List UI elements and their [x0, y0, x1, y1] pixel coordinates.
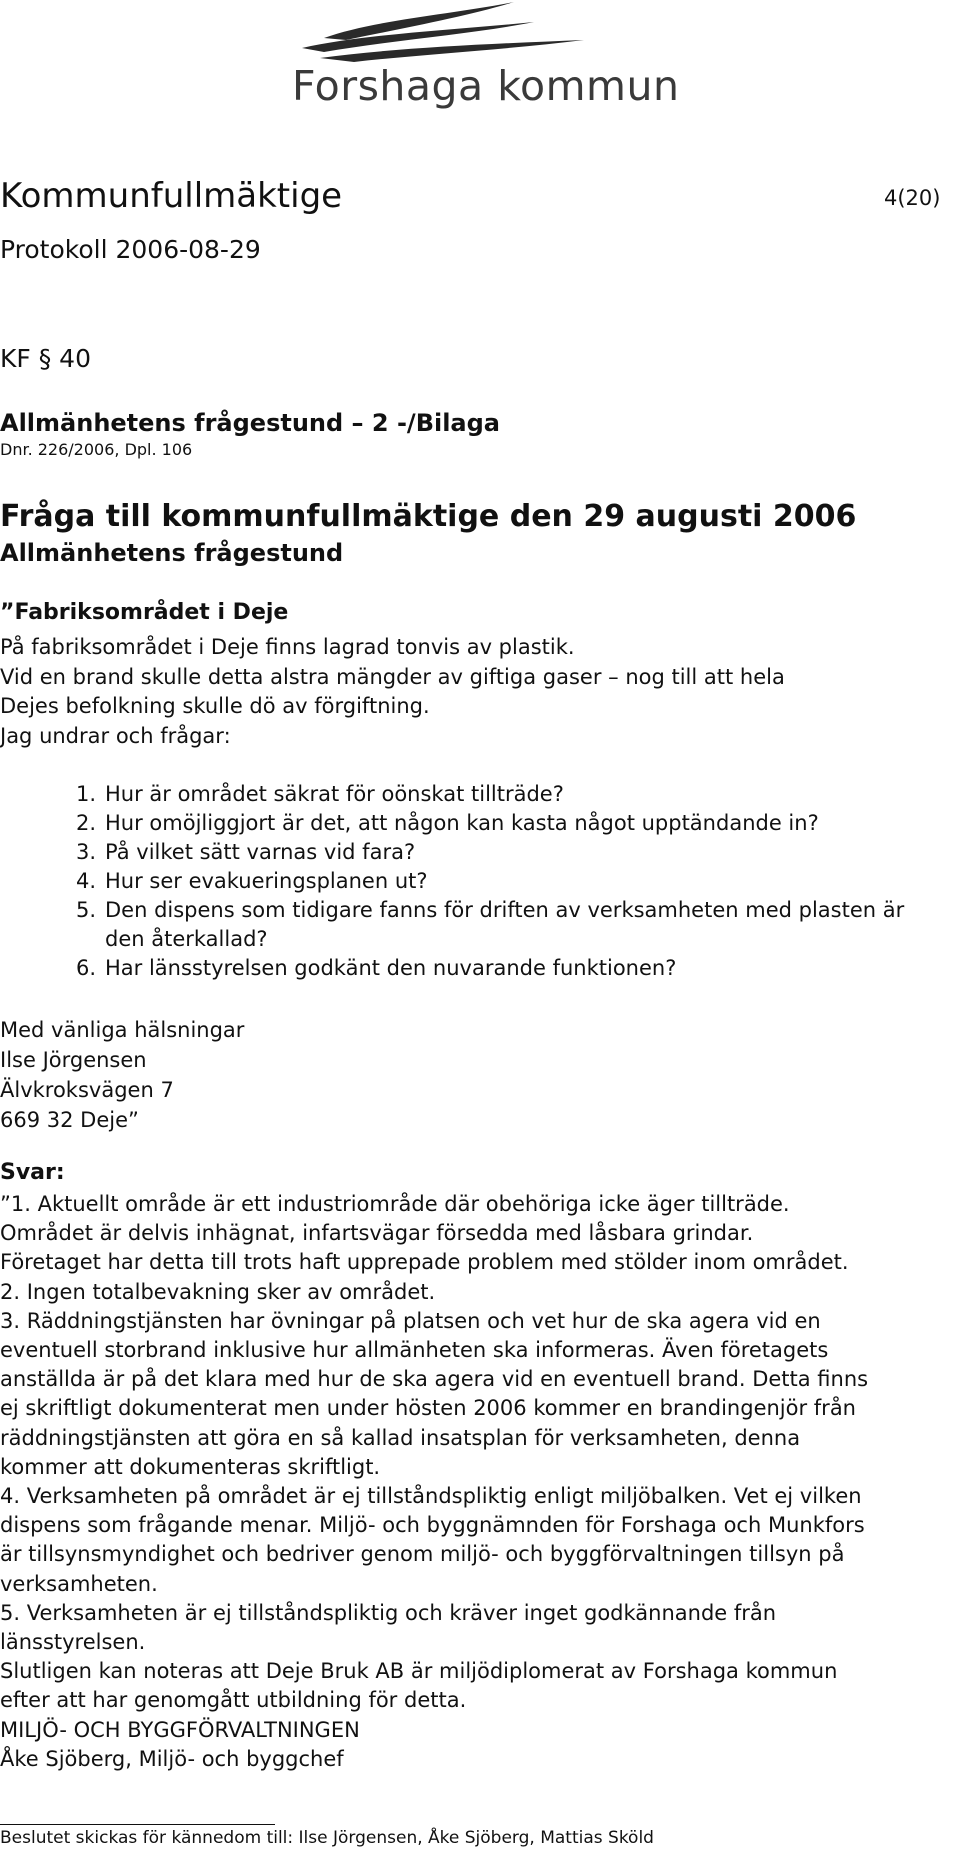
question-heading: ”Fabriksområdet i Deje — [0, 600, 289, 625]
answer-body — [0, 1190, 868, 1774]
paragraph-id: KF § 40 — [0, 344, 91, 373]
question-list — [0, 780, 904, 983]
list-item — [0, 780, 904, 809]
list-item-number: 1. — [76, 782, 97, 806]
answer-line: 4. Verksamheten på området är ej tillståndspliktig enligt miljöbalken. Vet ej vilken — [0, 1484, 862, 1509]
section-title: Allmänhetens frågestund – 2 -/Bilaga — [0, 409, 501, 437]
answer-line: Företaget har detta till trots haft upprepade problem med stölder inom området. — [0, 1250, 849, 1275]
greeting-line: Med vänliga hälsningar — [0, 1018, 245, 1042]
greeting-line: Ilse Jörgensen — [0, 1048, 147, 1072]
question-title: Fråga till kommunfullmäktige den 29 augusti 2006 — [0, 499, 857, 534]
answer-heading: Svar: — [0, 1160, 65, 1185]
answer-line: Slutligen kan noteras att Deje Bruk AB är miljödiplomerat av Forshaga kommun — [0, 1659, 838, 1684]
list-item — [0, 809, 904, 838]
answer-line: ej skriftligt dokumenterat men under hösten 2006 kommer en brandingenjör från — [0, 1396, 856, 1421]
footnote-divider — [0, 1824, 275, 1825]
list-item — [0, 896, 904, 954]
forshaga-logo — [284, 0, 680, 120]
protocol-date: Protokoll 2006-08-29 — [0, 235, 261, 264]
intro-line: På fabriksområdet i Deje finns lagrad tonvis av plastik. — [0, 635, 575, 659]
answer-line: verksamheten. — [0, 1571, 158, 1596]
answer-line: kommer att dokumenteras skriftligt. — [0, 1454, 381, 1479]
list-item-number: 3. — [76, 840, 97, 864]
answer-line: Åke Sjöberg, Miljö- och byggchef — [0, 1746, 344, 1771]
page-title: Kommunfullmäktige — [0, 176, 343, 216]
answer-line: 2. Ingen totalbevakning sker av området. — [0, 1279, 436, 1304]
list-item-text-continued: den återkallad? — [105, 927, 268, 951]
list-item-number: 5. — [76, 898, 97, 922]
intro-line: Vid en brand skulle detta alstra mängder av giftiga gaser – nog till att hela — [0, 664, 785, 689]
list-item-number: 2. — [76, 811, 97, 835]
question-intro — [0, 633, 785, 751]
answer-line: 3. Räddningstjänsten har övningar på platsen och vet hur de ska agera vid en — [0, 1308, 821, 1333]
page-number: 4(20) — [884, 186, 941, 210]
answer-line: räddningstjänsten att göra en så kallad insatsplan för verksamheten, denna — [0, 1425, 801, 1450]
list-item-text: Hur är området säkrat för oönskat tillträde? — [105, 782, 564, 806]
list-item — [0, 954, 904, 983]
wave-logo-icon — [284, 0, 624, 62]
list-item-text: Hur ser evakueringsplanen ut? — [105, 869, 428, 893]
question-subtitle: Allmänhetens frågestund — [0, 539, 344, 567]
list-item-text: Hur omöjliggjort är det, att någon kan kasta något upptändande in? — [105, 811, 819, 835]
answer-line: eventuell storbrand inklusive hur allmänheten ska informeras. Även företagets — [0, 1338, 829, 1363]
list-item — [0, 838, 904, 867]
greeting-line: Älvkroksvägen 7 — [0, 1078, 174, 1102]
answer-line: är tillsynsmyndighet och bedriver genom miljö- och byggförvaltningen tillsyn på — [0, 1542, 845, 1567]
intro-line: Dejes befolkning skulle dö av förgiftning. — [0, 694, 430, 718]
list-item — [0, 867, 904, 896]
answer-line: Området är delvis inhägnat, infartsvägar försedda med låsbara grindar. — [0, 1221, 754, 1246]
answer-line: ”1. Aktuellt område är ett industriområde där obehöriga icke äger tillträde. — [0, 1192, 790, 1216]
dnr-reference: Dnr. 226/2006, Dpl. 106 — [0, 440, 193, 459]
logo-text: Forshaga kommun — [292, 62, 680, 110]
answer-line: länsstyrelsen. — [0, 1630, 146, 1655]
answer-line: anställda är på det klara med hur de ska agera vid en eventuell brand. Detta finns — [0, 1367, 869, 1392]
answer-line: dispens som frågande menar. Miljö- och byggnämnden för Forshaga och Munkfors — [0, 1513, 865, 1538]
intro-line: Jag undrar och frågar: — [0, 723, 231, 748]
list-item-text: Den dispens som tidigare fanns för driften av verksamheten med plasten är — [105, 898, 905, 922]
list-item-text: På vilket sätt varnas vid fara? — [105, 840, 416, 864]
list-item-number: 6. — [76, 956, 97, 980]
answer-line: 5. Verksamheten är ej tillståndspliktig och kräver inget godkännande från — [0, 1600, 777, 1625]
answer-line: MILJÖ- OCH BYGGFÖRVALTNINGEN — [0, 1717, 360, 1742]
distribution-footer: Beslutet skickas för kännedom till: Ilse Jörgensen, Åke Sjöberg, Mattias Sköld — [0, 1828, 654, 1848]
list-item-number: 4. — [76, 869, 97, 893]
answer-line: efter att har genomgått utbildning för detta. — [0, 1688, 467, 1713]
greeting-line: 669 32 Deje” — [0, 1108, 139, 1132]
list-item-text: Har länsstyrelsen godkänt den nuvarande funktionen? — [105, 956, 677, 980]
greeting-signature — [0, 1015, 244, 1135]
